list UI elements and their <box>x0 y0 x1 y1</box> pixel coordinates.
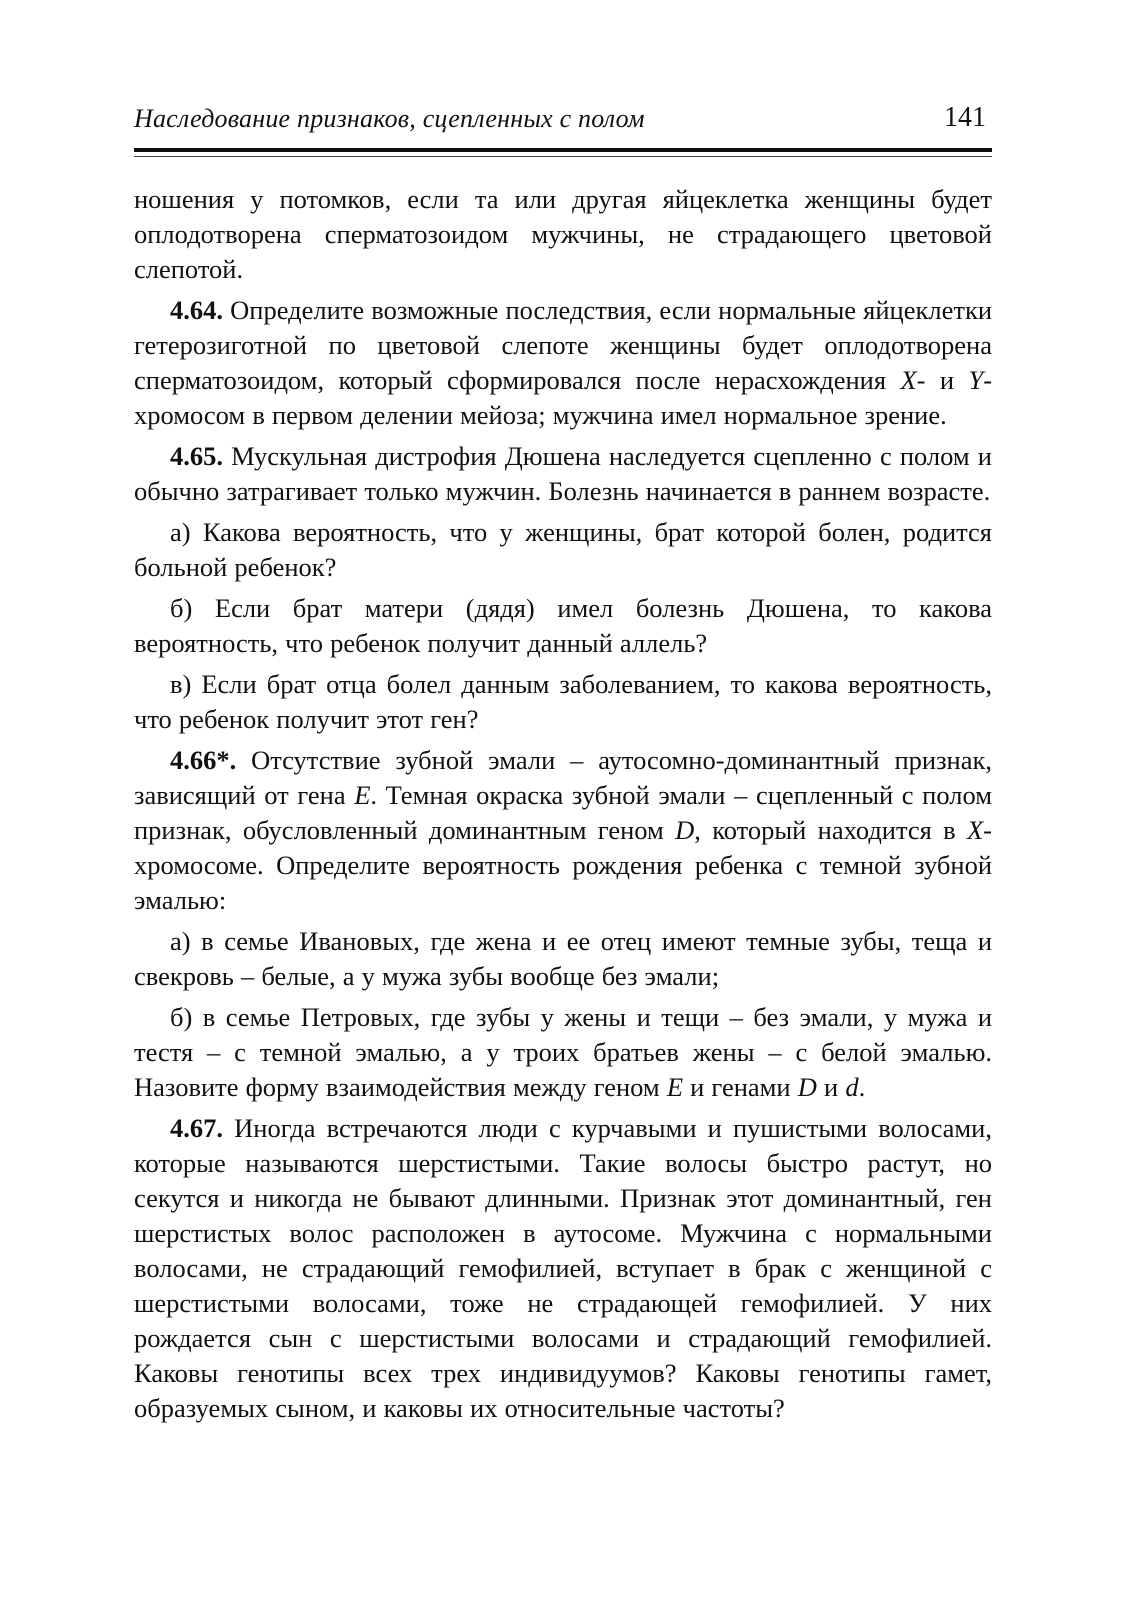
problem-number: 4.66*. <box>170 745 237 775</box>
header-rule-thick <box>134 148 992 152</box>
paragraph-text: Определите возможные последствия, если нормальные яйцеклетки гетерозиготной по цветовой слепоте женщины будет оплодотворена сперматозоидом, который сформировался после нерасхождения <box>134 295 992 395</box>
paragraph-text: - и <box>916 365 969 395</box>
problem-number: 4.67. <box>170 1113 223 1143</box>
paragraph-text: а) в семье Ивановых, где жена и ее отец имеют темные зубы, теща и свекровь – белые, а у мужа зубы вообще без эмали; <box>134 926 992 991</box>
paragraph-text: Иногда встречаются люди с курчавыми и пушистыми волосами, которые называются шерстистыми. Такие волосы быстро растут, но секутся и никогда не бывают длинными. Признак этот доминантный, ген шерстистых волос расположен в аутосоме. Мужчина с нормальными волосами, не страдающий гемофилией, вступает в брак с женщиной с шерстистыми волосами, тоже не страдающей гемофилией. У них рождается сын с шерстистыми волосами и страдающий гемофилией. Каковы генотипы всех трех индивидуумов? Каковы генотипы гамет, образуемых сыном, и каковы их относительные частоты? <box>134 1113 992 1423</box>
paragraph-continuation <box>134 182 992 287</box>
running-header <box>134 96 992 146</box>
question-a <box>134 924 992 994</box>
book-page <box>134 96 993 1423</box>
running-header-title: Наследование признаков, сцепленных с полом <box>134 104 645 133</box>
paragraph-text: Отсутствие зубной эмали – аутосомно-доминантный признак, зависящий от гена <box>134 745 992 810</box>
page-number: 141 <box>944 102 986 133</box>
problem-4-67 <box>134 1111 992 1426</box>
paragraph-text: а) Какова вероятность, что у женщины, брат которой болен, родится больной ребенок? <box>134 517 992 582</box>
problem-4-65 <box>134 439 992 509</box>
paragraph-text: -хромосом в первом делении мейоза; мужчина имел нормальное зрение. <box>134 365 993 430</box>
gene-d: D <box>675 815 695 845</box>
paragraph-text: ношения у потомков, если та или другая яйцеклетка женщины будет оплодотворена сперматозоидом мужчины, не страдающего цветовой слепотой. <box>134 184 992 284</box>
chromosome-x: X <box>900 365 917 395</box>
chromosome-x: X <box>966 815 984 845</box>
problem-4-66 <box>134 743 992 918</box>
problem-4-64 <box>134 293 992 433</box>
paragraph-text: , который находится в <box>694 815 967 845</box>
problem-number: 4.65. <box>170 441 223 471</box>
paragraph-text: -хромосоме. Определите вероятность рождения ребенка с темной зубной эмалью: <box>134 815 992 915</box>
gene-d-upper: D <box>797 1072 817 1102</box>
question-b <box>134 1000 992 1105</box>
paragraph-text: Мускульная дистрофия Дюшена наследуется сцепленно с полом и обычно затрагивает только мужчин. Болезнь начинается в раннем возрасте. <box>134 441 992 506</box>
paragraph-text: и <box>816 1072 846 1102</box>
paragraph-text: . <box>858 1072 866 1102</box>
paragraph-text: и генами <box>683 1072 798 1102</box>
question-b <box>134 591 992 661</box>
paragraph-text: б) в семье Петровых, где зубы у жены и тещи – без эмали, у мужа и тестя – с темной эмалью, а у троих братьев жены – с белой эмалью. Назовите форму взаимодействия между геном <box>134 1002 992 1102</box>
chromosome-y: Y <box>968 365 984 395</box>
paragraph-text: в) Если брат отца болел данным заболеванием, то какова вероятность, что ребенок получит этот ген? <box>134 669 992 734</box>
gene-d-lower: d <box>845 1072 859 1102</box>
question-v <box>134 667 992 737</box>
paragraph-text: б) Если брат матери (дядя) имел болезнь Дюшена, то какова вероятность, что ребенок получит данный аллель? <box>134 593 992 658</box>
gene-e: E <box>666 1072 683 1102</box>
paragraph-text: . Темная окраска зубной эмали – сцепленный с полом признак, обусловленный доминантным геном <box>134 780 992 845</box>
gene-e: E <box>354 780 371 810</box>
page-body <box>134 182 992 1432</box>
header-rule-thin <box>134 156 992 157</box>
question-a <box>134 515 992 585</box>
problem-number: 4.64. <box>170 295 223 325</box>
